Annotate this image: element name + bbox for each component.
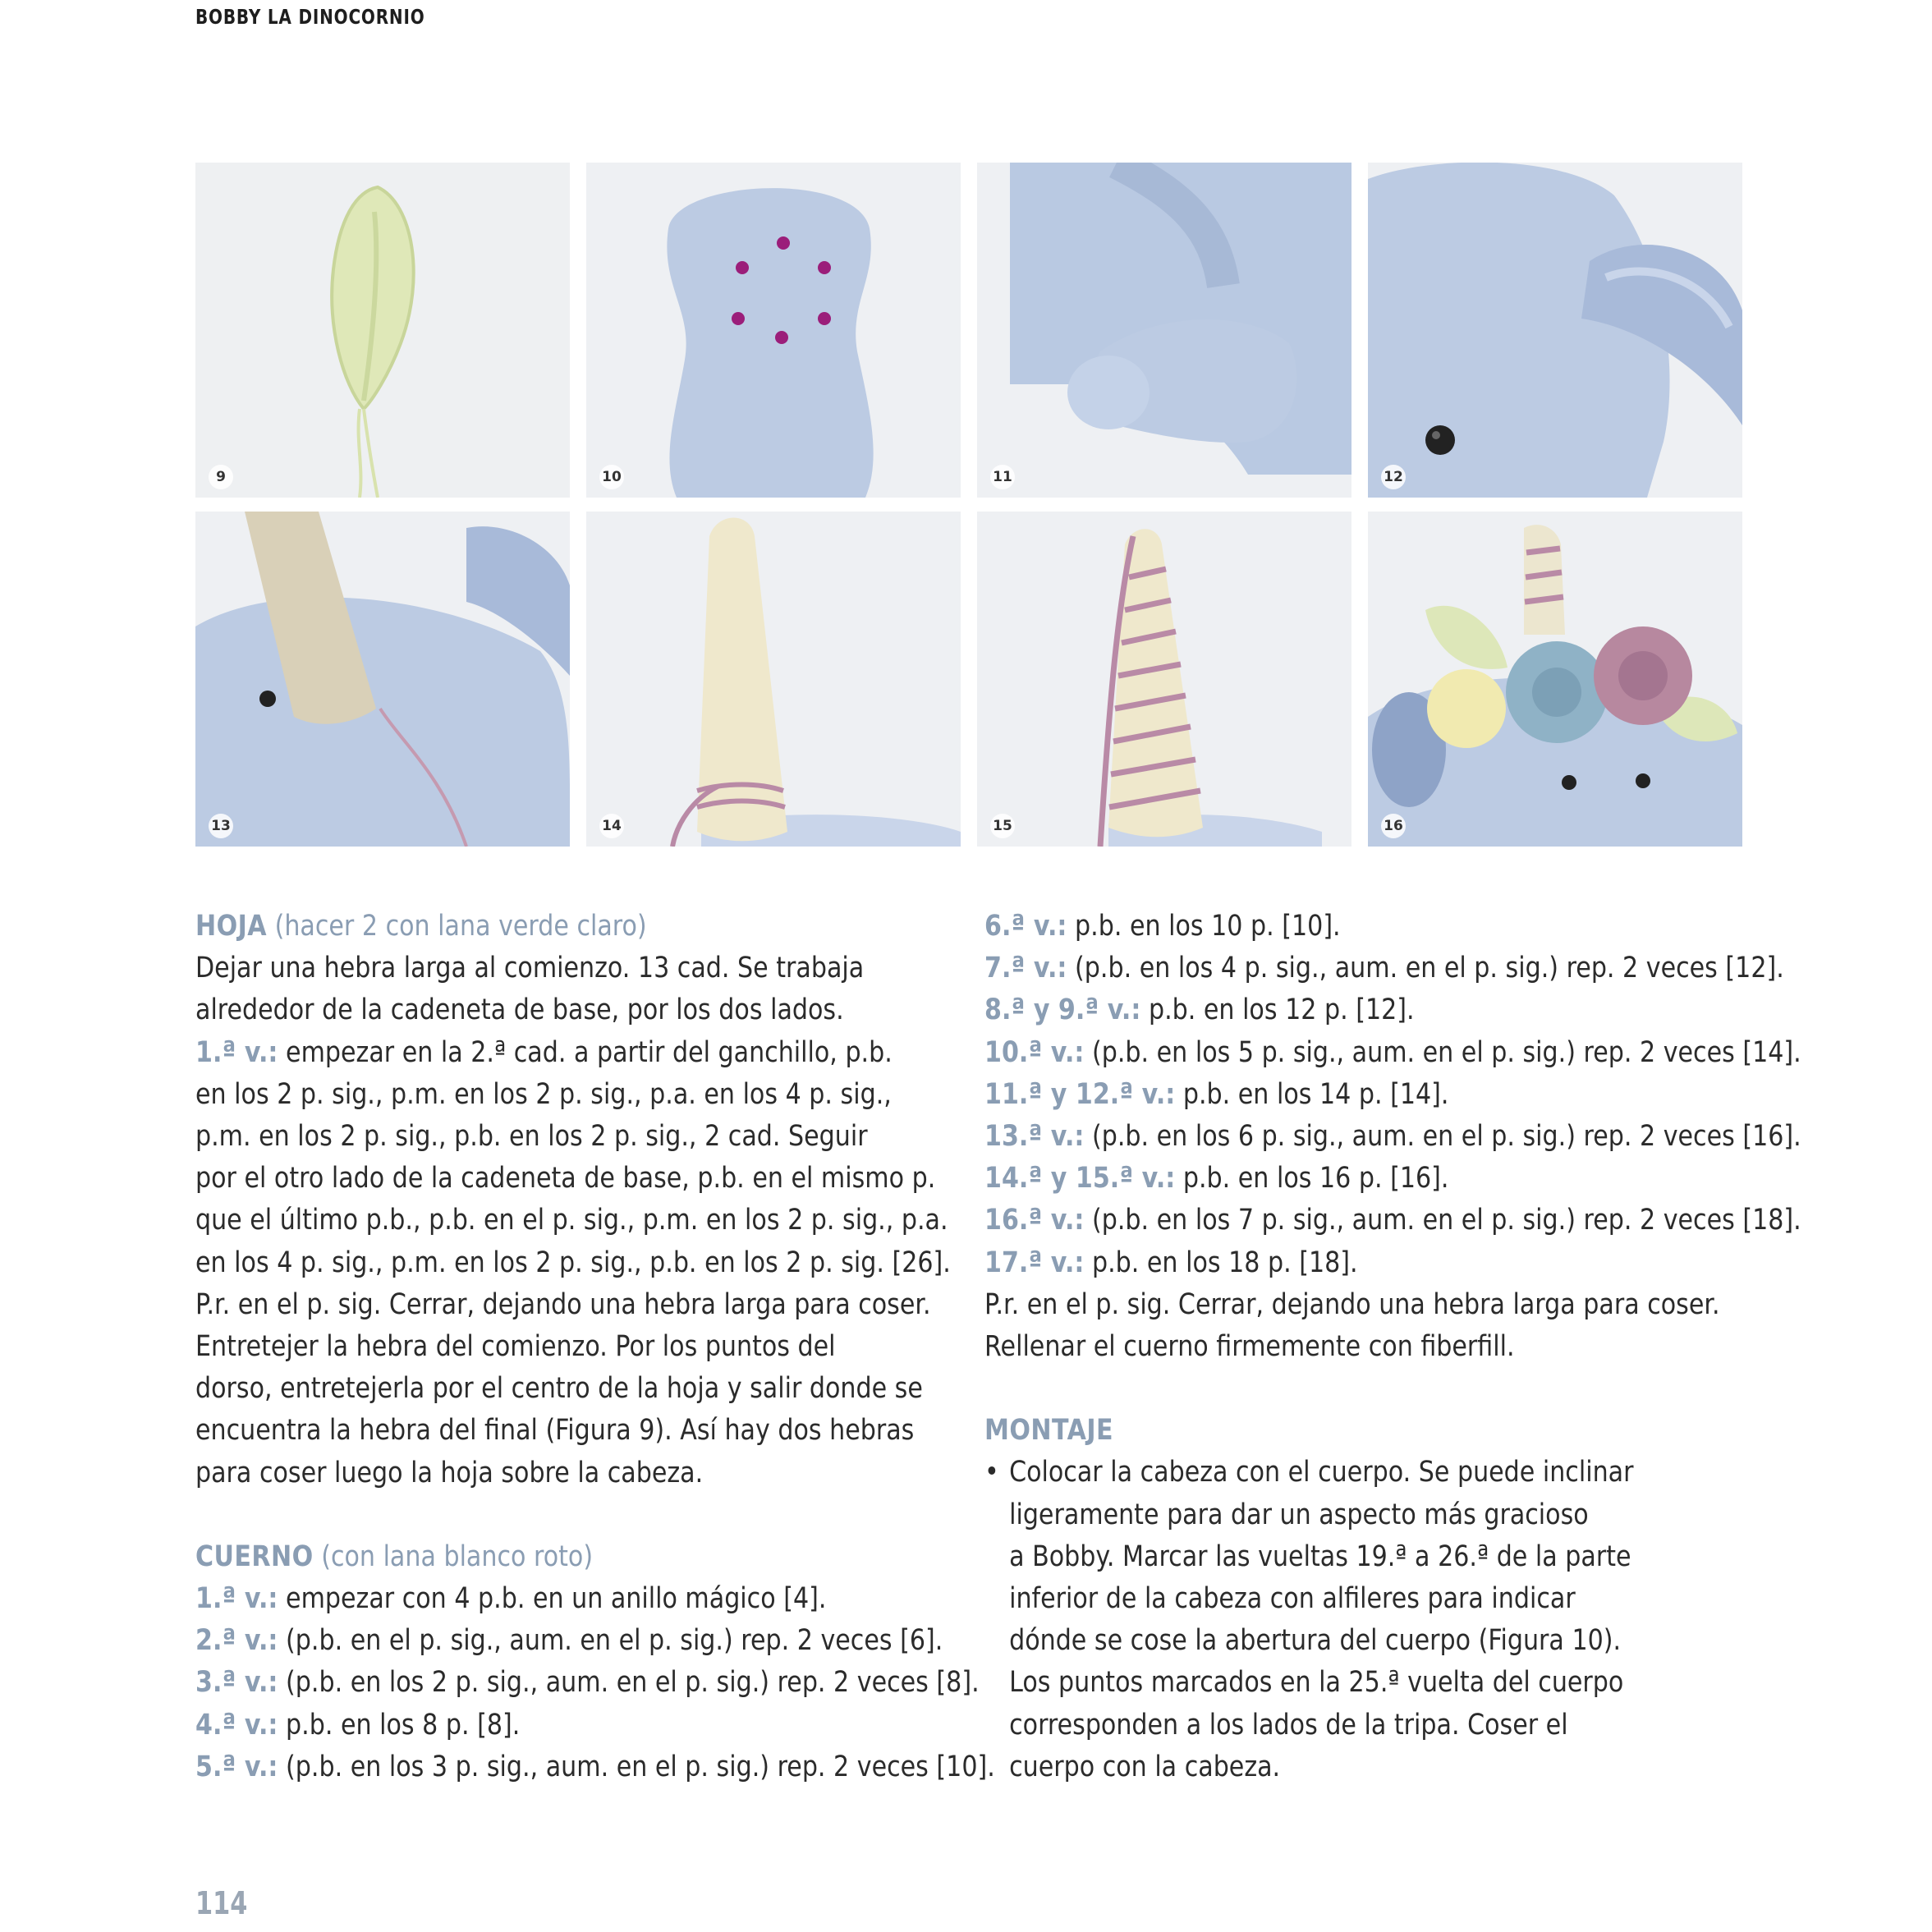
- horn-on-head-icon: [195, 512, 570, 847]
- figure-number: 15: [990, 814, 1015, 838]
- figure-10: [586, 163, 961, 498]
- cuerno-round: [195, 1705, 859, 1746]
- figure-number: 10: [599, 465, 624, 489]
- cuerno-round: [984, 1200, 1801, 1241]
- round-label: 5.ª v.:: [195, 1750, 278, 1783]
- round-label: 13.ª v.:: [984, 1120, 1085, 1154]
- figure-number: 9: [209, 465, 233, 489]
- figure-16: [1368, 512, 1742, 847]
- hoja-line: empezar en la 2.ª cad. a partir del ganchillo, p.b.: [286, 1035, 893, 1069]
- figure-13: [195, 512, 570, 847]
- cuerno-round: [984, 1158, 1641, 1200]
- hoja-line: en los 2 p. sig., p.m. en los 2 p. sig., p.a. en los 4 p. sig.,: [195, 1077, 892, 1111]
- cuerno-round: [984, 1032, 1801, 1074]
- round-text: (p.b. en los 6 p. sig., aum. en el p. sig.) rep. 2 veces [16].: [1092, 1120, 1801, 1154]
- round-text: p.b. en los 10 p. [10].: [1075, 910, 1341, 943]
- montaje-line: Los puntos marcados en la 25.ª vuelta del cuerpo: [1009, 1666, 1624, 1700]
- cuerno-round: [195, 1662, 980, 1704]
- hoja-heading: [195, 906, 859, 948]
- round-label: 8.ª y 9.ª v.:: [984, 994, 1141, 1027]
- hoja-line: P.r. en el p. sig. Cerrar, dejando una hebra larga para coser.: [195, 1287, 931, 1321]
- figure-number: 13: [209, 814, 233, 838]
- body-pins-icon: [586, 163, 961, 498]
- right-column: [984, 906, 1801, 1788]
- hoja-line: Entretejer la hebra del comienzo. Por los puntos del: [195, 1330, 836, 1364]
- figure-number: 12: [1381, 465, 1406, 489]
- round-text: (p.b. en los 7 p. sig., aum. en el p. sig.) rep. 2 veces [18].: [1092, 1204, 1801, 1237]
- running-head: BOBBY LA DINOCORNIO: [195, 5, 425, 29]
- cuerno-round: [195, 1578, 859, 1620]
- round-label: 2.ª v.:: [195, 1624, 278, 1658]
- hoja-line: encuentra la hebra del final (Figura 9). Así hay dos hebras: [195, 1414, 915, 1448]
- arm-icon: [977, 163, 1351, 498]
- hoja-title: HOJA: [195, 910, 267, 943]
- figure-12: [1368, 163, 1742, 498]
- cuerno-round: [984, 906, 1641, 948]
- montaje-heading: [984, 1410, 1641, 1452]
- photo-grid: [195, 163, 1742, 847]
- montaje-line: cuerpo con la cabeza.: [1009, 1750, 1281, 1783]
- cuerno-round: [195, 1620, 943, 1662]
- horn-wrap-start-icon: [586, 512, 961, 847]
- round-label: 4.ª v.:: [195, 1708, 278, 1742]
- round-text: (p.b. en los 3 p. sig., aum. en el p. sig.) rep. 2 veces [10].: [286, 1750, 995, 1783]
- hoja-round-1: [195, 1032, 893, 1074]
- round-text: empezar con 4 p.b. en un anillo mágico [4].: [286, 1582, 827, 1616]
- round-label: 6.ª v.:: [984, 910, 1067, 943]
- round-label: 14.ª y 15.ª v.:: [984, 1162, 1176, 1195]
- cuerno-round: [195, 1746, 995, 1788]
- page-number: 114: [195, 1885, 248, 1921]
- figure-11: [977, 163, 1351, 498]
- hoja-line: Dejar una hebra larga al comienzo. 13 cad. Se trabaja: [195, 952, 865, 985]
- montaje-line: a Bobby. Marcar las vueltas 19.ª a 26.ª de la parte: [1009, 1540, 1631, 1573]
- cuerno-round: [984, 1116, 1801, 1158]
- cuerno-round: [984, 1242, 1641, 1284]
- figure-14: [586, 512, 961, 847]
- figure-15: [977, 512, 1351, 847]
- round-label: 17.ª v.:: [984, 1246, 1085, 1279]
- montaje-title: MONTAJE: [984, 1414, 1114, 1448]
- round-text: p.b. en los 12 p. [12].: [1148, 994, 1415, 1027]
- round-label: 10.ª v.:: [984, 1035, 1085, 1069]
- horn-spiral-icon: [977, 512, 1351, 847]
- round-text: p.b. en los 16 p. [16].: [1182, 1162, 1449, 1195]
- cuerno-round: [984, 1074, 1641, 1116]
- round-label: 1.ª v.:: [195, 1582, 278, 1616]
- hoja-line: alrededor de la cadeneta de base, por los dos lados.: [195, 994, 844, 1027]
- hoja-line: para coser luego la hoja sobre la cabeza.: [195, 1456, 704, 1489]
- figure-number: 14: [599, 814, 624, 838]
- cuerno-note: (con lana blanco roto): [321, 1540, 594, 1573]
- round-label: 7.ª v.:: [984, 952, 1067, 985]
- hoja-note: (hacer 2 con lana verde claro): [274, 910, 647, 943]
- montaje-line: inferior de la cabeza con alfileres para indicar: [1009, 1582, 1576, 1616]
- hoja-line: p.m. en los 2 p. sig., p.b. en los 2 p. sig., 2 cad. Seguir: [195, 1120, 868, 1154]
- flowers-crown-icon: [1368, 512, 1742, 847]
- montaje-line: dónde se cose la abertura del cuerpo (Figura 10).: [1009, 1624, 1622, 1658]
- hoja-line: en los 4 p. sig., p.m. en los 2 p. sig., p.b. en los 2 p. sig. [26].: [195, 1246, 951, 1279]
- cuerno-closing-line: Rellenar el cuerno firmemente con fiberfill.: [984, 1330, 1515, 1364]
- round-text: (p.b. en los 2 p. sig., aum. en el p. sig.) rep. 2 veces [8].: [286, 1666, 980, 1700]
- round-label: 16.ª v.:: [984, 1204, 1085, 1237]
- round-label: 1.ª v.:: [195, 1035, 278, 1069]
- hoja-line: dorso, entretejerla por el centro de la hoja y salir donde se: [195, 1372, 923, 1406]
- leaf-icon: [195, 163, 570, 498]
- figure-number: 11: [990, 465, 1015, 489]
- left-column: [195, 906, 995, 1788]
- round-text: (p.b. en los 5 p. sig., aum. en el p. sig.) rep. 2 veces [14].: [1092, 1035, 1801, 1069]
- montaje-text: Colocar la cabeza con el cuerpo. Se puede inclinar: [1009, 1456, 1634, 1489]
- montaje-line: ligeramente para dar un aspecto más gracioso: [1009, 1498, 1589, 1531]
- hoja-line: que el último p.b., p.b. en el p. sig., p.m. en los 2 p. sig., p.a.: [195, 1204, 948, 1237]
- round-text: (p.b. en los 4 p. sig., aum. en el p. sig.) rep. 2 veces [12].: [1075, 952, 1784, 985]
- figure-number: 16: [1381, 814, 1406, 838]
- figure-9: [195, 163, 570, 498]
- round-text: (p.b. en el p. sig., aum. en el p. sig.) rep. 2 veces [6].: [286, 1624, 943, 1658]
- round-label: 3.ª v.:: [195, 1666, 278, 1700]
- round-text: p.b. en los 14 p. [14].: [1182, 1077, 1449, 1111]
- montaje-line: corresponden a los lados de la tripa. Coser el: [1009, 1708, 1568, 1742]
- head-ear-icon: [1368, 163, 1742, 498]
- cuerno-round: [984, 948, 1784, 989]
- montaje-line: [984, 1452, 1641, 1494]
- round-label: 11.ª y 12.ª v.:: [984, 1077, 1176, 1111]
- cuerno-title: CUERNO: [195, 1540, 314, 1573]
- bullet-icon: •: [984, 1456, 999, 1489]
- cuerno-round: [984, 989, 1641, 1031]
- hoja-line: por el otro lado de la cadeneta de base, p.b. en el mismo p.: [195, 1162, 936, 1195]
- round-text: p.b. en los 8 p. [8].: [286, 1708, 521, 1742]
- cuerno-heading: [195, 1536, 859, 1578]
- round-text: p.b. en los 18 p. [18].: [1092, 1246, 1358, 1279]
- cuerno-closing-line: P.r. en el p. sig. Cerrar, dejando una hebra larga para coser.: [984, 1287, 1720, 1321]
